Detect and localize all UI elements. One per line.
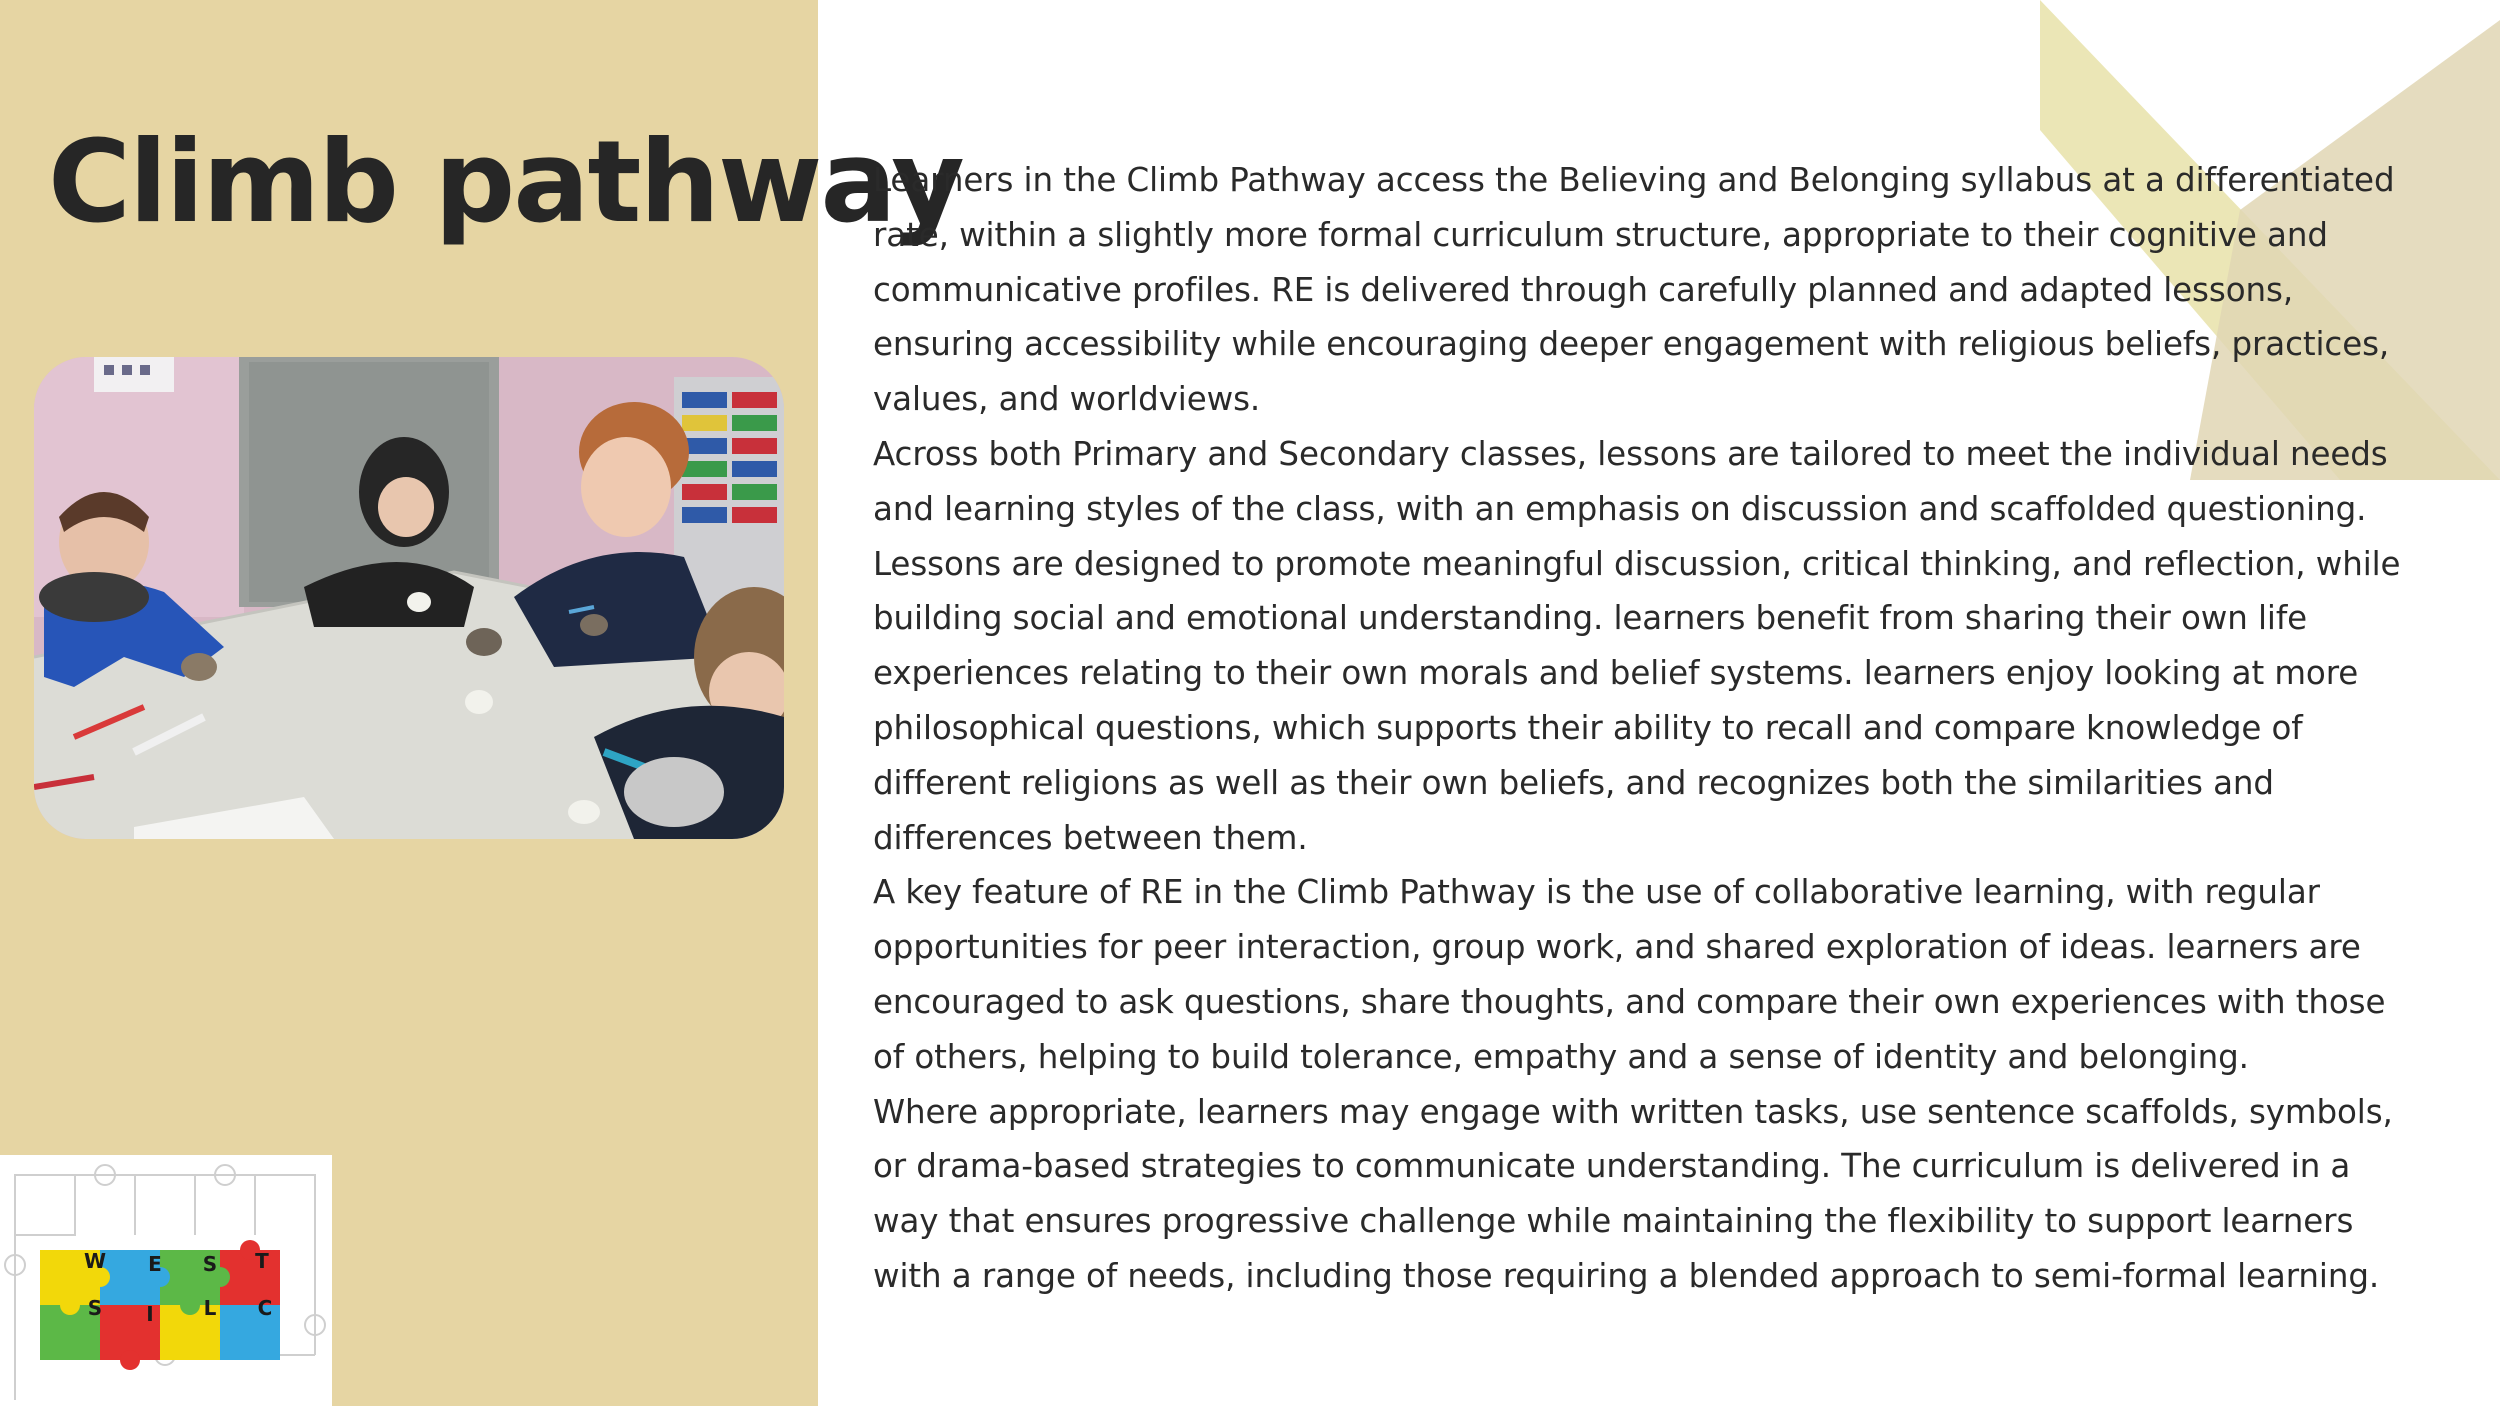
logo-letter: S [202,1252,218,1276]
logo-letter: C [257,1296,273,1320]
logo-letter: T [255,1249,269,1273]
body-text [873,153,2408,1304]
paragraph: A key feature of RE in the Climb Pathway is the use of collaborative learning, with regular opportunities for peer interaction, group work, and shared exploration of ideas. learners are encouraged to ask questions, share thoughts, and compare their own experiences with those of others, helping to build tolerance, empathy and a sense of identity and belonging. [873,873,2386,1076]
logo-letter: E [148,1252,162,1276]
logo-letter: L [203,1296,217,1320]
logo-letter: I [146,1302,154,1326]
logo-letter: W [83,1249,107,1273]
classroom-photo [34,357,784,839]
paragraph: Learners in the Climb Pathway access the Believing and Belonging syllabus at a differentiated rate, within a slightly more formal curriculum structure, appropriate to their cognitive and communicative profiles. RE is delivered through carefully planned and adapted lessons, ensuring accessibility while encouraging deeper engagement with religious beliefs, practices, values, and worldviews. [873,161,2395,419]
paragraph: Across both Primary and Secondary classes, lessons are tailored to meet the individual needs and learning styles of the class, with an emphasis on discussion and scaffolded questioning. Lessons are designed to promote meaningful discussion, critical thinking, and reflection, while building social and emotional understanding. learners benefit from sharing their own life experiences relating to their own morals and belief systems. learners enjoy looking at more philosophical questions, which supports their ability to recall and compare knowledge of different religions as well as their own beliefs, and recognizes both the similarities and differences between them. [873,434,2401,857]
school-logo [0,1155,332,1406]
page-title: Climb pathway [48,116,963,248]
logo-letter: S [87,1296,103,1320]
paragraph: Where appropriate, learners may engage with written tasks, use sentence scaffolds, symbols, or drama-based strategies to communicate understanding. The curriculum is delivered in a way that ensures progressive challenge while maintaining the flexibility to support learners with a range of needs, including those requiring a blended approach to semi-formal learning. [873,1092,2393,1295]
